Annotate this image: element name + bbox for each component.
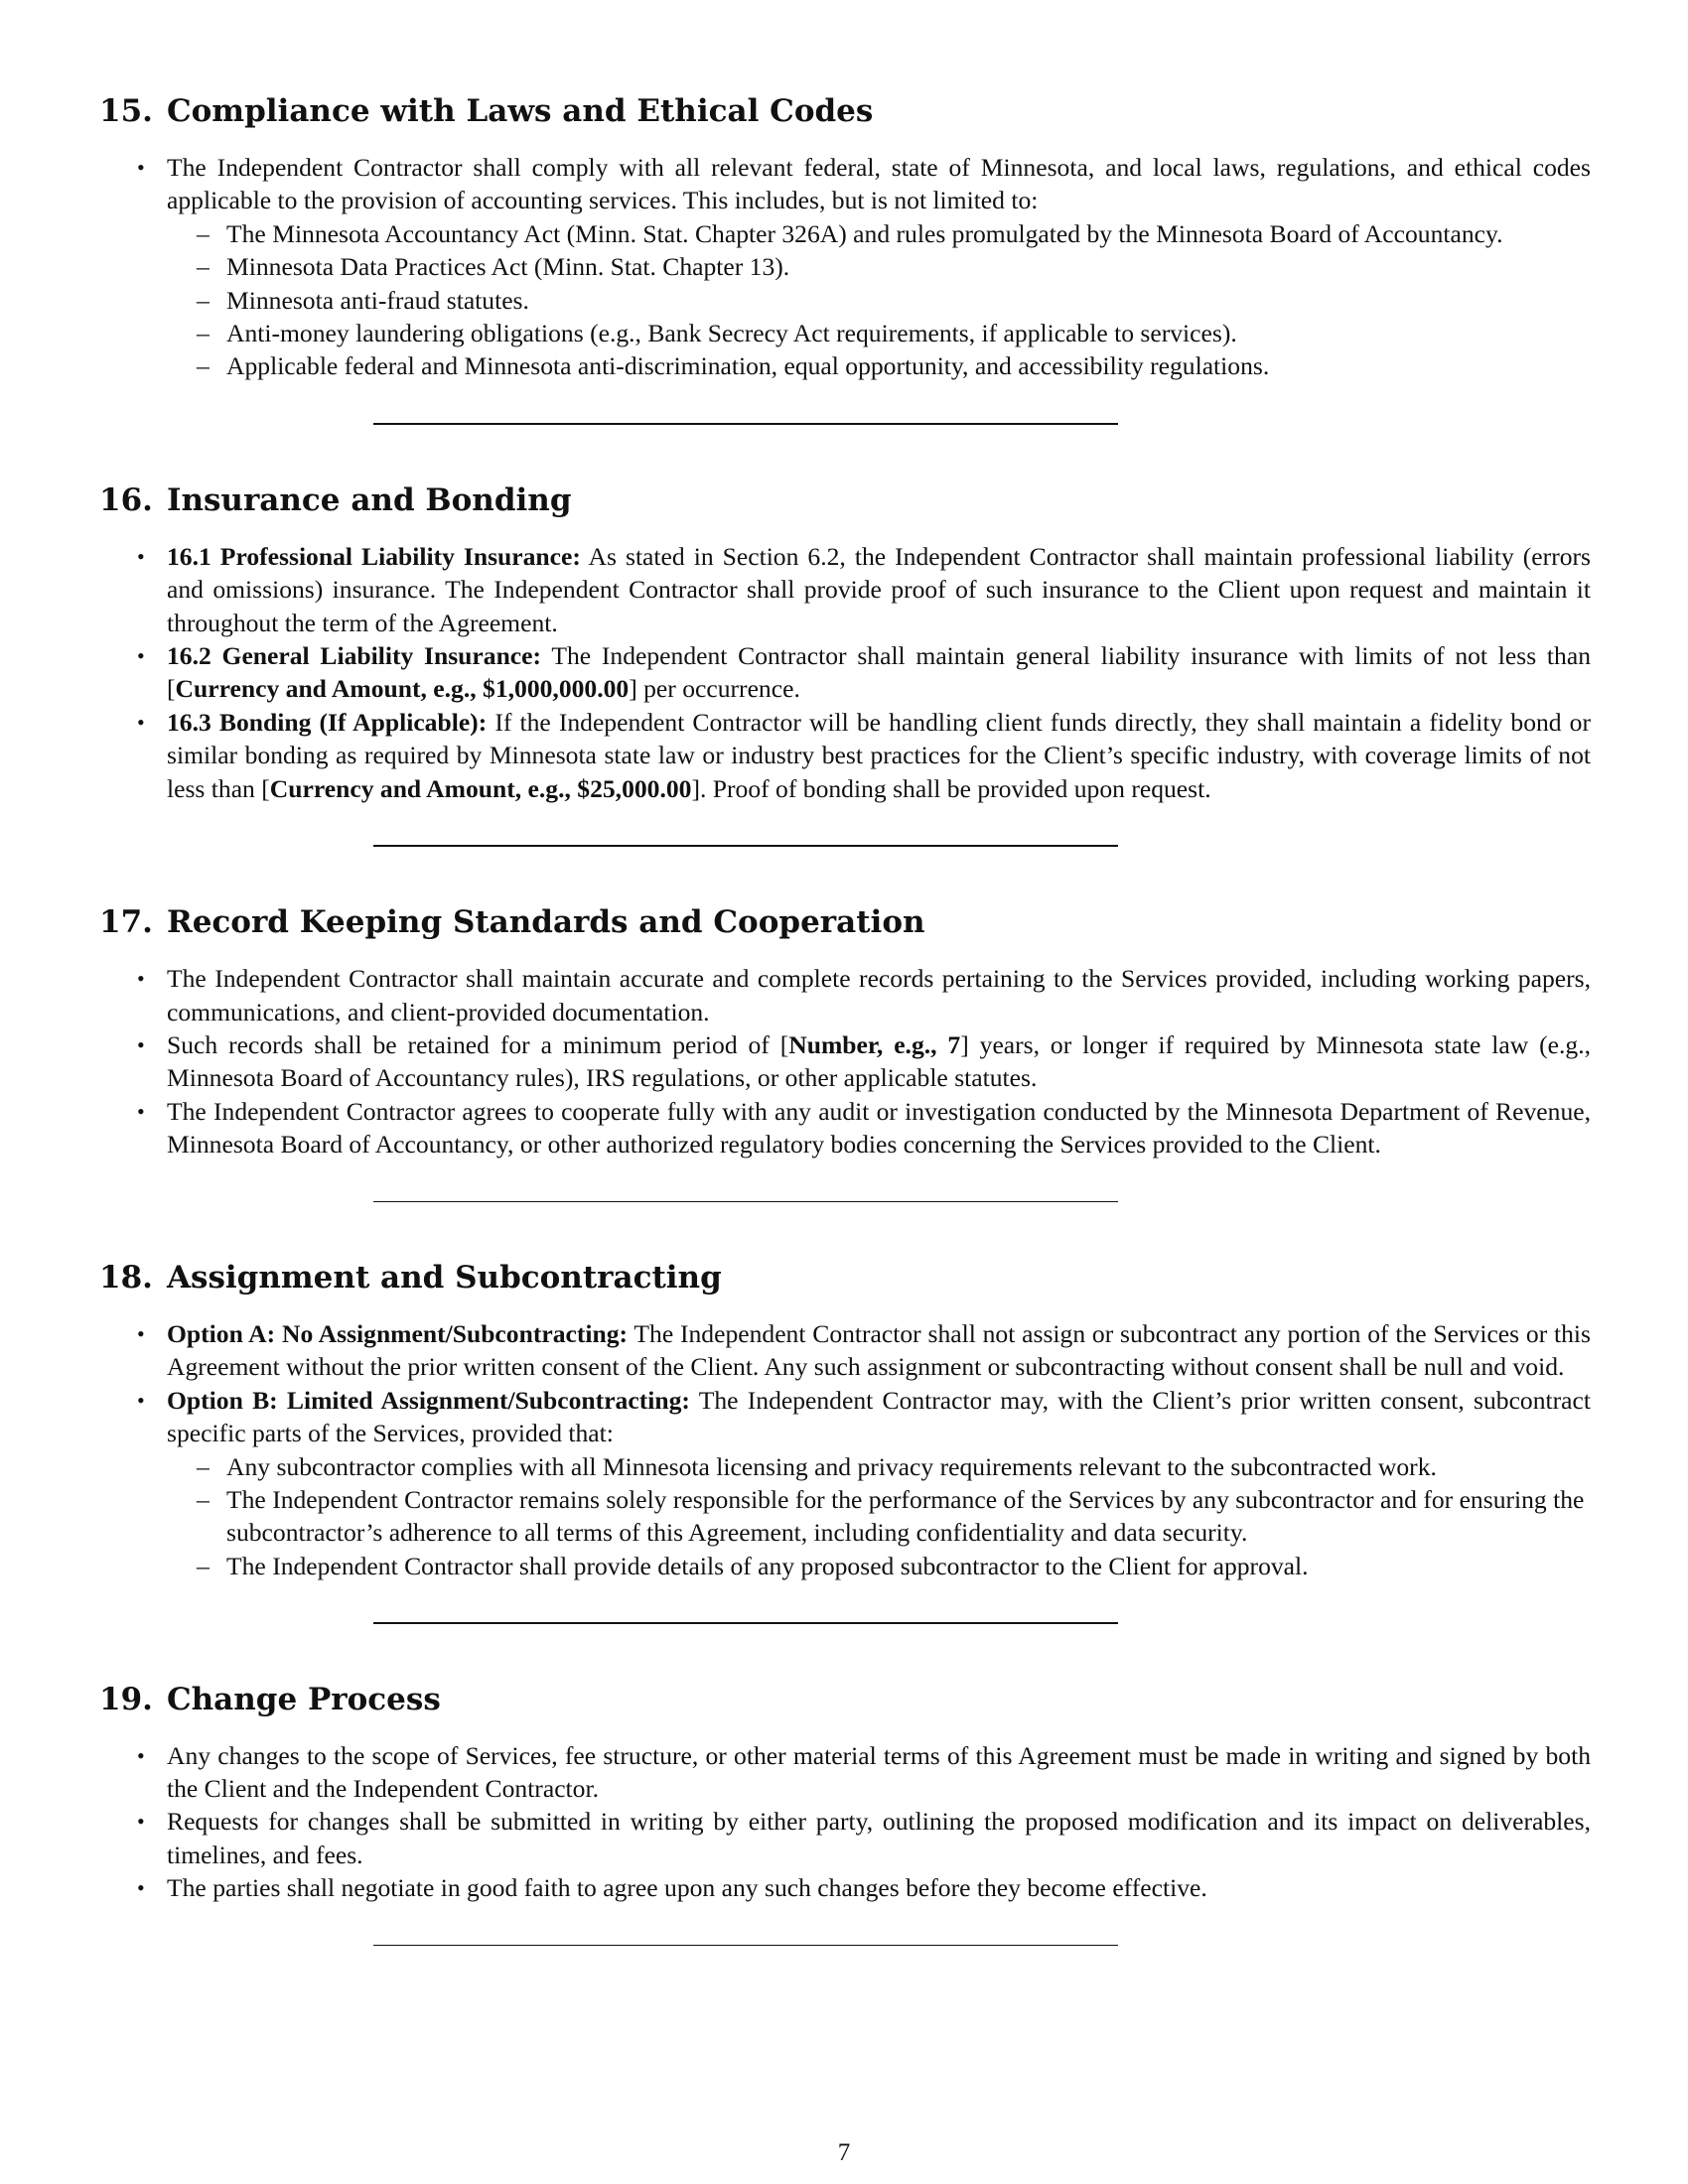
- section-divider: [373, 423, 1118, 425]
- bullet-list: [99, 1317, 1591, 1582]
- section-heading: 15. Compliance with Laws and Ethical Codes: [99, 93, 874, 129]
- list-item: • Such records shall be retained for a minimum period of [Number, e.g., 7] years, or longer if required by Minnesota state law (e.g., Minnesota Board of Accountancy rules), IRS regulations, or other applicable statutes.: [137, 1029, 1592, 1093]
- bullet-icon: •: [137, 1809, 145, 1835]
- bullet-icon: •: [137, 643, 145, 669]
- section-heading: 17. Record Keeping Standards and Cooperation: [99, 904, 925, 941]
- sub-list: [167, 217, 1591, 383]
- bullet-icon: •: [137, 155, 145, 180]
- list-item: • Option A: No Assignment/Subcontracting: The Independent Contractor shall not assign or subcontract any portion of the Services or this Agreement without the prior written consent of the Client. Any such assignment or subcontracting without consent shall be null and void.: [137, 1318, 1592, 1382]
- sub-list-item: – The Minnesota Accountancy Act (Minn. Stat. Chapter 326A) and rules promulgated by the Minnesota Board of Accountancy.: [167, 217, 1591, 250]
- bullet-icon: •: [137, 1875, 145, 1901]
- bullet-list: [99, 962, 1591, 1160]
- dash-icon: –: [197, 1551, 210, 1580]
- dash-icon: –: [197, 285, 210, 315]
- list-item: • 16.1 Professional Liability Insurance: As stated in Section 6.2, the Independent Contractor shall maintain professional liability (errors and omissions) insurance. The Independent Contractor shall provide proof of such insurance to the Client upon request and maintain it throughout the term of the Agreement.: [137, 541, 1591, 637]
- dash-icon: –: [197, 351, 210, 381]
- section-16: [99, 480, 1591, 847]
- section-divider: [373, 845, 1118, 847]
- section-heading: 19. Change Process: [99, 1681, 441, 1717]
- sub-list-item: – The Independent Contractor shall provide details of any proposed subcontractor to the Client for approval.: [167, 1550, 1591, 1582]
- bullet-list: [99, 151, 1591, 383]
- bullet-list: [99, 540, 1591, 805]
- list-item: • The parties shall negotiate in good faith to agree upon any such changes before they become effective.: [99, 1871, 1591, 1904]
- dash-icon: –: [197, 218, 210, 248]
- sub-list-item: – Anti-money laundering obligations (e.g., Bank Secrecy Act requirements, if applicable to services).: [167, 317, 1591, 349]
- bullet-icon: •: [137, 966, 145, 992]
- list-item: • The Independent Contractor agrees to cooperate fully with any audit or investigation conducted by the Minnesota Department of Revenue, Minnesota Board of Accountancy, or other authorized regulatory bodies concerning the Services provided to the Client.: [137, 1096, 1591, 1160]
- list-item: • Requests for changes shall be submitted in writing by either party, outlining the proposed modification and its impact on deliverables, timelines, and fees.: [137, 1807, 1591, 1869]
- bullet-icon: •: [137, 1031, 145, 1057]
- sub-list-item: – Minnesota anti-fraud statutes.: [167, 284, 1591, 317]
- list-item: • 16.2 General Liability Insurance: The Independent Contractor shall maintain general liability insurance with limits of not less than [Currency and Amount, e.g., $1,000,000.00] per occurrence.: [137, 641, 1591, 704]
- list-item: • 16.3 Bonding (If Applicable): If the Independent Contractor will be handling client funds directly, they shall maintain a fidelity bond or similar bonding as required by Minnesota state law or industry best practices for the Client’s specific industry, with coverage limits of not less than [Currency and Amount, e.g., $25,000.00]. Proof of bonding shall be provided upon request.: [137, 707, 1592, 803]
- list-item: • Any changes to the scope of Services, fee structure, or other material terms of this Agreement must be made in writing and signed by both the Client and the Independent Contractor.: [137, 1740, 1591, 1803]
- section-divider: [373, 1201, 1118, 1202]
- section-15: [99, 91, 1591, 425]
- bullet-icon: •: [137, 709, 145, 735]
- list-item: • Option B: Limited Assignment/Subcontracting: The Independent Contractor may, with the Client’s prior written consent, subcontract specific parts of the Services, provided that: – Any subcontractor complies with all Minnesota licensing and privacy requirements relevant to the subcontracted work. – The Independent Contractor remains solely responsible for the performance of the Services by any subcontractor and for ensuring the subcontractor’s adherence to all terms of this Agreement, including confidentiality and data security. – The Independent Contractor shall provide details of any proposed subcontractor to the Client for approval.: [99, 1384, 1591, 1582]
- page-number: 7: [837, 2139, 851, 2166]
- section-heading: 18. Assignment and Subcontracting: [99, 1259, 722, 1296]
- bullet-icon: •: [137, 543, 145, 569]
- dash-icon: –: [197, 319, 210, 348]
- dash-icon: –: [197, 1451, 210, 1481]
- sub-list-item: – Any subcontractor complies with all Minnesota licensing and privacy requirements relevant to the subcontracted work.: [167, 1450, 1591, 1483]
- bullet-icon: •: [137, 1387, 145, 1413]
- dash-icon: –: [197, 252, 210, 282]
- list-item: • The Independent Contractor shall maintain accurate and complete records pertaining to the Services provided, including working papers, communications, and client-provided documentation.: [137, 964, 1591, 1026]
- section-18: [99, 1258, 1591, 1624]
- dash-icon: –: [197, 1484, 210, 1514]
- section-divider: [373, 1622, 1118, 1623]
- section-divider: [373, 1945, 1118, 1946]
- section-heading: 16. Insurance and Bonding: [99, 481, 572, 518]
- bullet-icon: •: [137, 1742, 145, 1768]
- bullet-list: [99, 1739, 1591, 1905]
- list-item: • The Independent Contractor shall comply with all relevant federal, state of Minnesota, and local laws, regulations, and ethical codes applicable to the provision of accounting services. This includes, but is not limited to: – The Minnesota Accountancy Act (Minn. Stat. Chapter 326A) and rules promulgated by the Minnesota Board of Accountancy. – Minnesota Data Practices Act (Minn. Stat. Chapter 13). – Minnesota anti-fraud statutes. – Anti-money laundering obligations (e.g., Bank Secrecy Act requirements, if applicable to services). – Applicable federal and Minnesota anti-discrimination, equal opportunity, and accessibility regulations.: [99, 151, 1591, 383]
- sub-list: [167, 1450, 1591, 1583]
- section-17: [99, 902, 1591, 1202]
- document-page: [99, 91, 1591, 2001]
- bullet-icon: •: [137, 1320, 145, 1346]
- sub-list-item: – The Independent Contractor remains solely responsible for the performance of the Services by any subcontractor and for ensuring the subcontractor’s adherence to all terms of this Agreement, including confidentiality and data security.: [197, 1484, 1585, 1548]
- section-19: [99, 1680, 1591, 1946]
- sub-list-item: – Minnesota Data Practices Act (Minn. Stat. Chapter 13).: [167, 250, 1591, 283]
- bullet-icon: •: [137, 1098, 145, 1124]
- sub-list-item: – Applicable federal and Minnesota anti-discrimination, equal opportunity, and accessibility regulations.: [167, 349, 1591, 382]
